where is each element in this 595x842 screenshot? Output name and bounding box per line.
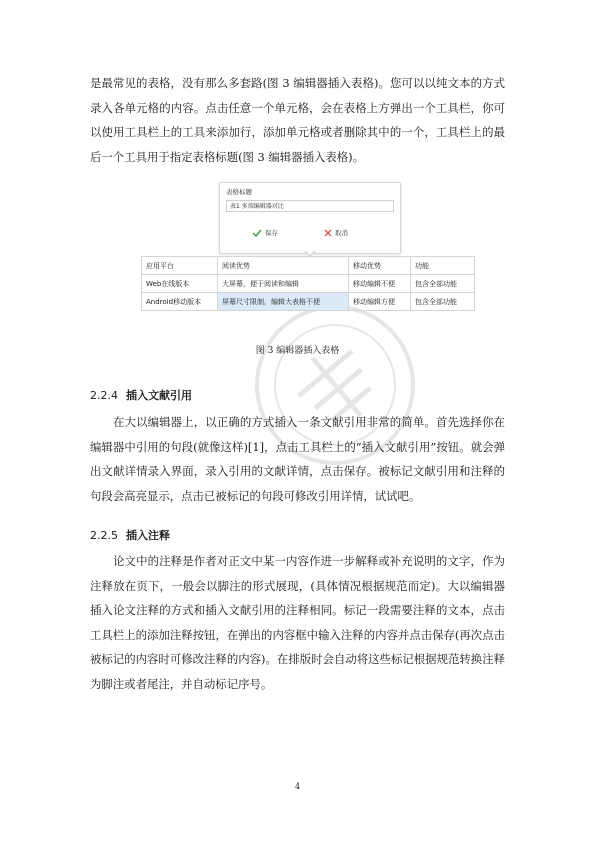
table-cell[interactable]: 移动优势 bbox=[348, 257, 410, 275]
table-row bbox=[142, 275, 475, 293]
table-cell[interactable]: 应用平台 bbox=[142, 257, 218, 275]
table-title-popup bbox=[219, 182, 401, 254]
table-cell[interactable]: 移动编辑不便 bbox=[348, 275, 410, 293]
section-number: 2.2.4 bbox=[90, 389, 118, 402]
table-row bbox=[142, 293, 475, 311]
section-number: 2.2.5 bbox=[90, 529, 118, 542]
table-cell[interactable]: 功能 bbox=[411, 257, 475, 275]
table-cell[interactable]: 阅读优势 bbox=[218, 257, 349, 275]
cancel-button[interactable] bbox=[324, 228, 348, 237]
page-number: 4 bbox=[294, 782, 301, 791]
table-cell[interactable]: Web在线版本 bbox=[142, 275, 218, 293]
section-2-2-4-body: 在大以编辑器上，以正确的方式插入一条文献引用非常的简单。首先选择你在编辑器中引用的句段(就像这样)[1]，点击工具栏上的“插入文献引用”按钮。就会弹出文献详情录入界面，录入引用的文献详情，点击保存。被标记文献引用和注释的句段会高亮显示，点击已被标记的句段可修改引用详情，试试吧。 bbox=[90, 415, 505, 503]
section-2-2-5-body: 论文中的注释是作者对正文中某一内容作进一步解释或补充说明的文字，作为注释放在页下，一般会以脚注的形式展现，(具体情况根据规范而定)。大以编辑器插入论文注释的方式和插入文献引用的注释相同。标记一段需要注释的文本，点击工具栏上的添加注释按钮，在弹出的内容框中输入注释的内容并点击保存(再次点击被标记的内容时可修改注释的内容)。在排版时会自动将这些标记根据规范转换注释为脚注或者尾注，并自动标记序号。 bbox=[90, 554, 505, 691]
table-cell[interactable]: Android移动版本 bbox=[142, 293, 218, 311]
table-cell-selected[interactable]: 屏幕尺寸限制，编辑大表格不便 bbox=[218, 293, 349, 311]
figure-editor-table bbox=[141, 182, 475, 314]
table-cell[interactable]: 移动编辑方便 bbox=[348, 293, 410, 311]
close-icon bbox=[324, 229, 332, 237]
save-button[interactable] bbox=[252, 228, 278, 237]
popup-title-label: 表格标题 bbox=[226, 188, 252, 196]
save-label: 保存 bbox=[265, 229, 278, 237]
section-title: 插入注释 bbox=[126, 529, 170, 542]
section-heading-2-2-4 bbox=[90, 387, 192, 403]
section-heading-2-2-5 bbox=[90, 527, 170, 543]
comparison-table bbox=[141, 256, 475, 311]
check-icon bbox=[252, 229, 262, 237]
table-row bbox=[142, 257, 475, 275]
intro-paragraph: 是最常见的表格，没有那么多套路(图 3 编辑器插入表格)。您可以以纯文本的方式录入各单元格的内容。点击任意一个单元格，会在表格上方弹出一个工具栏，你可以使用工具栏上的工具来添加行，添加单元格或者删除其中的一个，工具栏上的最后一个工具用于指定表格标题(图 3 编辑器插入表格)。 bbox=[90, 76, 505, 164]
table-cell[interactable]: 大屏幕，便于阅读和编辑 bbox=[218, 275, 349, 293]
cancel-label: 取消 bbox=[335, 229, 348, 237]
table-cell[interactable]: 包含全部功能 bbox=[411, 275, 475, 293]
section-title: 插入文献引用 bbox=[126, 389, 192, 402]
table-cell[interactable]: 包含全部功能 bbox=[411, 293, 475, 311]
table-title-input[interactable]: 表1 多端编辑器对比 bbox=[226, 200, 394, 212]
figure-caption: 图 3 编辑器插入表格 bbox=[255, 346, 340, 356]
